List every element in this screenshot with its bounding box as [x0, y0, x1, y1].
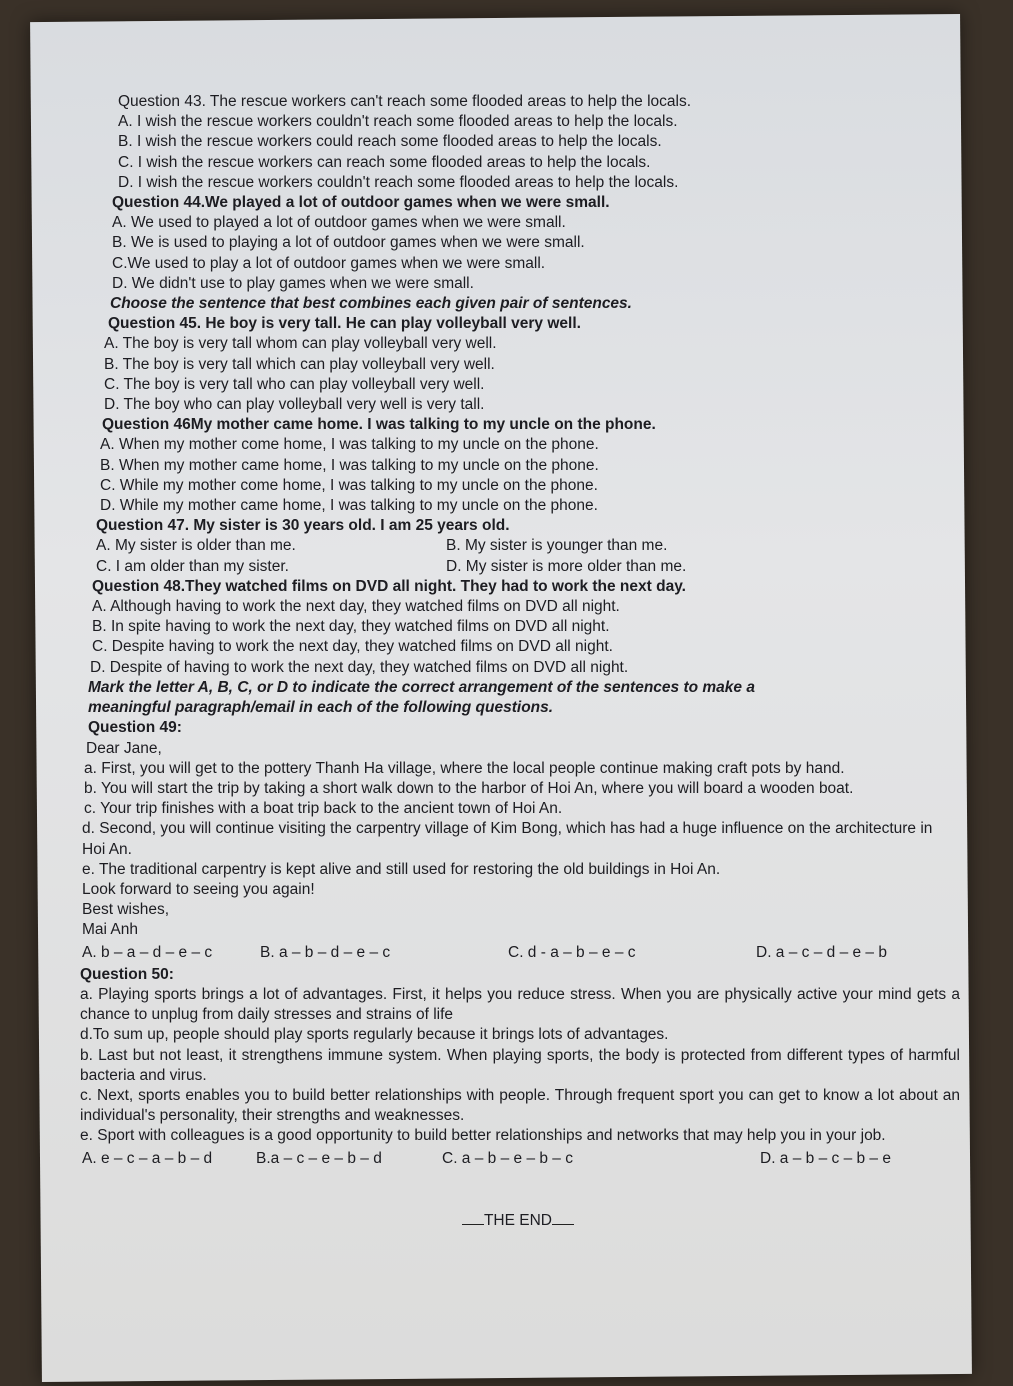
- q50-option-b: B.a – c – e – b – d: [256, 1149, 382, 1167]
- q44-option-d: D. We didn't use to play games when we were small.: [112, 274, 474, 292]
- q44-option-b: B. We is used to playing a lot of outdoor games when we were small.: [112, 234, 585, 252]
- q50-sentence-d: d.To sum up, people should play sports regularly because it brings lots of advantages.: [80, 1026, 669, 1044]
- q49-best-wishes: Best wishes,: [82, 901, 170, 919]
- q50-sentence-a: a. Playing sports brings a lot of advantages. First, it helps you reduce stress. When you are physically active your mind gets a chance to unplug from daily stresses and strains of life: [80, 985, 960, 1024]
- q50-option-d: D. a – b – c – b – e: [760, 1149, 891, 1167]
- instruction-arrange-2: meaningful paragraph/email in each of the following questions.: [88, 699, 554, 717]
- q49-option-b: B. a – b – d – e – c: [260, 943, 391, 961]
- q44-option-a: A. We used to played a lot of outdoor games when we were small.: [112, 214, 566, 232]
- q50-sentence-c: c. Next, sports enables you to build better relationships with people. Through frequent sport you can get to know a lot about an individual's personality, their strengths and weaknesses.: [80, 1086, 960, 1125]
- q48-option-c: C. Despite having to work the next day, they watched films on DVD all night.: [92, 638, 613, 656]
- q50-option-a: A. e – c – a – b – d: [82, 1149, 213, 1167]
- q45-option-c: C. The boy is very tall who can play volleyball very well.: [104, 375, 485, 393]
- q47-stem: Question 47. My sister is 30 years old. I am 25 years old.: [96, 517, 510, 535]
- q46-option-d: D. While my mother came home, I was talking to my uncle on the phone.: [100, 497, 598, 515]
- q47-option-a: A. My sister is older than me.: [96, 537, 296, 555]
- instruction-arrange-1: Mark the letter A, B, C, or D to indicate the correct arrangement of the sentences to make a: [88, 678, 755, 696]
- worksheet: [78, 92, 958, 1231]
- q47-options-row2: [78, 557, 958, 577]
- q49-options: [78, 943, 958, 963]
- blank-line-left: [462, 1224, 484, 1225]
- q47-options-row1: [78, 536, 958, 556]
- q46-option-b: B. When my mother came home, I was talking to my uncle on the phone.: [100, 456, 599, 474]
- q50-sentence-b: b. Last but not least, it strengthens immune system. When playing sports, the body is protected from different types of harmful bacteria and virus.: [80, 1046, 960, 1084]
- q47-option-d: D. My sister is more older than me.: [446, 557, 687, 575]
- the-end-label: THE END: [483, 1211, 553, 1229]
- q47-option-b: B. My sister is younger than me.: [446, 537, 668, 555]
- q48-stem: Question 48.They watched films on DVD all night. They had to work the next day.: [92, 577, 686, 595]
- q46-stem: Question 46My mother came home. I was talking to my uncle on the phone.: [102, 416, 656, 434]
- q49-sentence-e: e. The traditional carpentry is kept alive and still used for restoring the old buildings in Hoi An.: [82, 860, 721, 878]
- q49-signature: Mai Anh: [82, 921, 139, 939]
- q45-option-b: B. The boy is very tall which can play volleyball very well.: [104, 355, 495, 373]
- q45-option-a: A. The boy is very tall whom can play volleyball very well.: [104, 335, 497, 353]
- q43-option-a: A. I wish the rescue workers couldn't reach some flooded areas to help the locals.: [118, 113, 678, 131]
- q43-option-d: D. I wish the rescue workers couldn't reach some flooded areas to help the locals.: [118, 173, 679, 191]
- q45-option-d: D. The boy who can play volleyball very well is very tall.: [104, 396, 485, 414]
- q49-sentence-d: d. Second, you will continue visiting the carpentry village of Kim Bong, which has had a huge influence on the architecture in Hoi An.: [82, 820, 933, 858]
- q48-option-b: B. In spite having to work the next day, they watched films on DVD all night.: [92, 618, 610, 636]
- q50-label: Question 50:: [80, 965, 174, 983]
- q49-option-c: C. d - a – b – e – c: [508, 943, 636, 961]
- q48-option-d: D. Despite of having to work the next day, they watched films on DVD all night.: [90, 658, 629, 676]
- the-end: [78, 1211, 958, 1231]
- q49-sentence-a: a. First, you will get to the pottery Thanh Ha village, where the local people continue making craft pots by hand.: [84, 759, 845, 777]
- q49-closing: Look forward to seeing you again!: [82, 880, 315, 898]
- blank-line-right: [552, 1224, 574, 1225]
- q44-option-c: C.We used to play a lot of outdoor games when we were small.: [112, 254, 546, 272]
- q44-stem: Question 44.We played a lot of outdoor games when we were small.: [112, 194, 610, 212]
- q49-greeting: Dear Jane,: [86, 739, 162, 757]
- q50-sentence-e: e. Sport with colleagues is a good opportunity to build better relationships and networks that may help you in your job.: [80, 1127, 886, 1145]
- q46-option-c: C. While my mother come home, I was talking to my uncle on the phone.: [100, 476, 598, 494]
- q43-option-c: C. I wish the rescue workers can reach some flooded areas to help the locals.: [118, 153, 651, 171]
- q50-option-c: C. a – b – e – b – c: [442, 1149, 573, 1167]
- q43-option-b: B. I wish the rescue workers could reach some flooded areas to help the locals.: [118, 133, 662, 151]
- q49-label: Question 49:: [88, 719, 182, 737]
- q49-option-d: D. a – c – d – e – b: [756, 943, 887, 961]
- q48-option-a: A. Although having to work the next day, they watched films on DVD all night.: [92, 598, 620, 616]
- q45-stem: Question 45. He boy is very tall. He can play volleyball very well.: [108, 315, 581, 333]
- q49-sentence-c: c. Your trip finishes with a boat trip back to the ancient town of Hoi An.: [84, 800, 563, 818]
- instruction-combine: Choose the sentence that best combines each given pair of sentences.: [110, 295, 632, 313]
- q50-options: [78, 1149, 958, 1169]
- q43-stem: Question 43. The rescue workers can't reach some flooded areas to help the locals.: [118, 93, 692, 110]
- q49-option-a: A. b – a – d – e – c: [82, 943, 213, 961]
- q46-option-a: A. When my mother come home, I was talking to my uncle on the phone.: [100, 436, 599, 454]
- q47-option-c: C. I am older than my sister.: [96, 557, 289, 575]
- q49-sentence-b: b. You will start the trip by taking a short walk down to the harbor of Hoi An, where you will board a wooden boat.: [84, 779, 854, 797]
